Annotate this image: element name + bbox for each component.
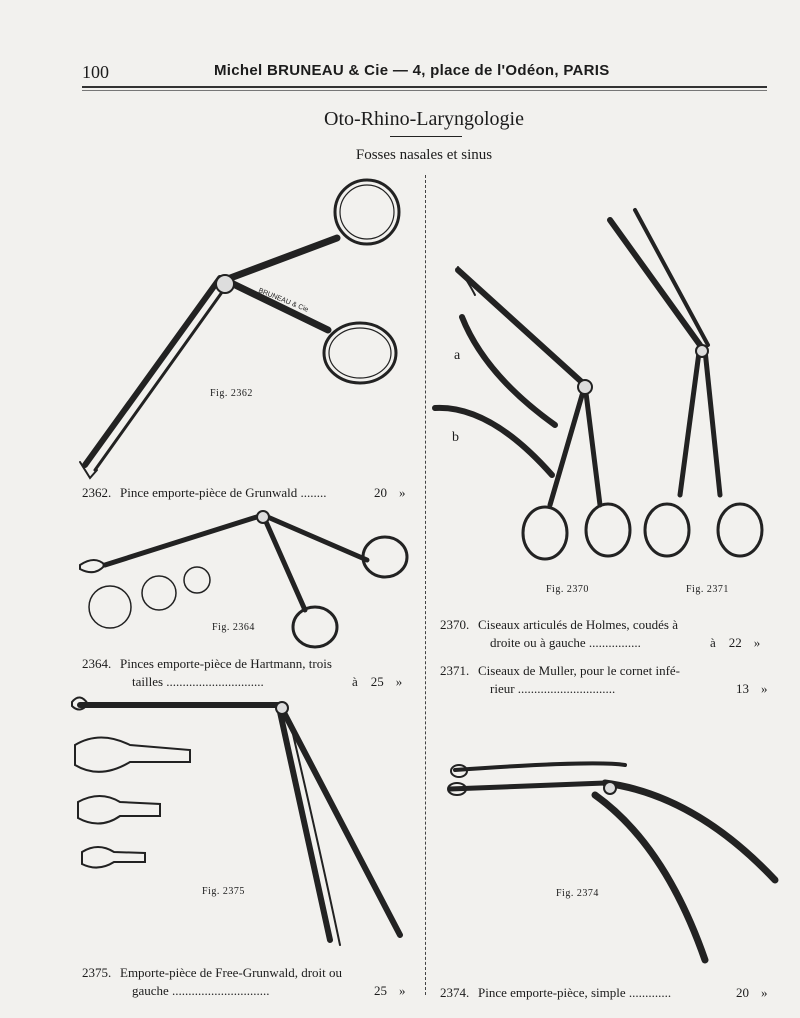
title-rule bbox=[390, 136, 462, 137]
item-price: 25 » bbox=[374, 983, 406, 998]
illustration-simple-punch-forceps bbox=[445, 755, 780, 970]
item-number: 2362. bbox=[82, 485, 112, 500]
variant-label-b: b bbox=[452, 430, 459, 445]
item-description: Pince emporte-pièce, simple ............. bbox=[478, 985, 672, 1000]
item-description: Pinces emporte-pièce de Hartmann, trois bbox=[120, 656, 332, 671]
illustration-holmes-muller-scissors bbox=[430, 205, 770, 570]
figure-label-2374: Fig. 2374 bbox=[556, 888, 599, 899]
figure-label-2371: Fig. 2371 bbox=[686, 584, 729, 595]
catalog-item-2370 bbox=[440, 616, 770, 652]
item-description-cont: gauche .............................. bbox=[132, 983, 270, 998]
item-description: Pince emporte-pièce de Grunwald ........ bbox=[120, 485, 327, 500]
item-description-cont: droite ou à gauche ................ bbox=[490, 635, 641, 650]
figure-label-2362: Fig. 2362 bbox=[210, 388, 253, 399]
item-price: à 22 » bbox=[710, 635, 761, 650]
illustration-grunwald-forceps bbox=[75, 180, 415, 480]
item-number: 2364. bbox=[82, 656, 112, 671]
catalog-item-2374 bbox=[440, 984, 770, 1002]
variant-label-a: a bbox=[454, 348, 461, 363]
page-number: 100 bbox=[82, 62, 109, 82]
item-price: 20 » bbox=[374, 485, 406, 500]
item-price: 20 » bbox=[736, 985, 768, 1000]
item-price: 13 » bbox=[736, 681, 768, 696]
item-number: 2374. bbox=[440, 985, 470, 1000]
column-divider bbox=[425, 175, 426, 995]
catalog-item-2375 bbox=[82, 964, 412, 1000]
item-number: 2375. bbox=[82, 965, 112, 980]
item-description-cont: rieur .............................. bbox=[490, 681, 616, 696]
section-subtitle: Fosses nasales et sinus bbox=[355, 147, 493, 163]
item-description-cont: tailles .............................. bbox=[132, 674, 264, 689]
figure-label-2364: Fig. 2364 bbox=[212, 622, 255, 633]
item-number: 2370. bbox=[440, 617, 470, 632]
figure-label-2370: Fig. 2370 bbox=[546, 584, 589, 595]
header-rule bbox=[82, 86, 767, 88]
figure-label-2375: Fig. 2375 bbox=[202, 886, 245, 897]
catalog-item-2362 bbox=[82, 484, 406, 502]
section-title: Oto-Rhino-Laryngologie bbox=[324, 108, 524, 130]
illustration-free-grunwald bbox=[70, 690, 415, 965]
catalog-item-2364 bbox=[82, 655, 412, 691]
publisher-header: Michel BRUNEAU & Cie — 4, place de l'Odéon, PARIS bbox=[214, 62, 610, 79]
item-description: Emporte-pièce de Free-Grunwald, droit ou bbox=[120, 965, 343, 980]
item-price: à 25 » bbox=[352, 674, 403, 689]
item-description: Ciseaux de Muller, pour le cornet infé- bbox=[478, 663, 680, 678]
item-description: Ciseaux articulés de Holmes, coudés à bbox=[478, 617, 678, 632]
catalog-item-2371 bbox=[440, 662, 770, 698]
svg-text:BRUNEAU & Cie: BRUNEAU & Cie bbox=[257, 287, 310, 314]
item-number: 2371. bbox=[440, 663, 470, 678]
header-rule-thin bbox=[82, 90, 767, 91]
